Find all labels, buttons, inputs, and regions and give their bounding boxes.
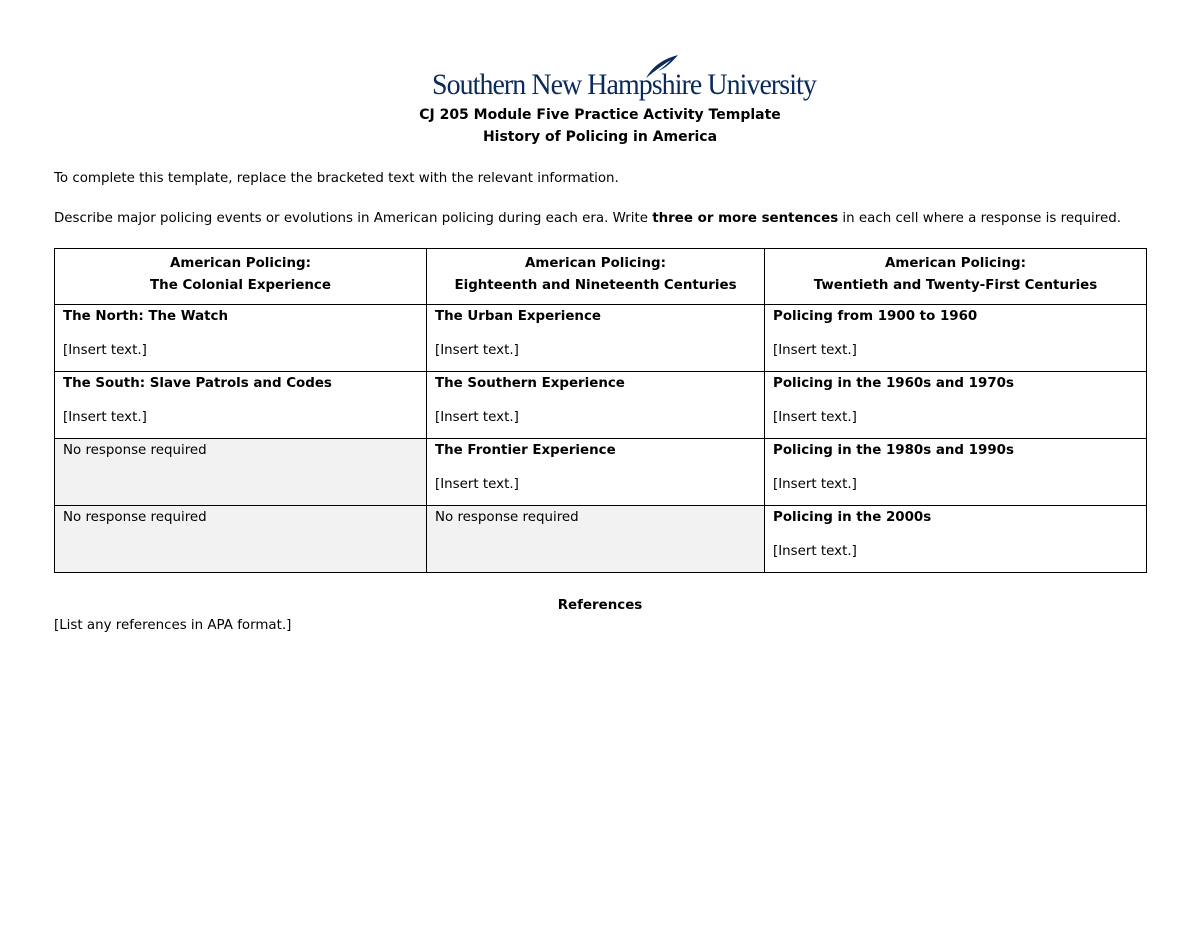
column-header-line: American Policing:: [170, 256, 311, 271]
table-row: [55, 439, 1147, 506]
university-logo: [432, 54, 816, 106]
cell-heading: Policing in the 1960s and 1970s: [773, 376, 1014, 391]
cell-heading: The Urban Experience: [435, 309, 601, 324]
table-cell[interactable]: [427, 439, 765, 506]
instruction-line-2: [54, 211, 1121, 226]
table-cell-no-response: [55, 439, 427, 506]
table-cell[interactable]: [765, 439, 1147, 506]
column-header-era: Eighteenth and Nineteenth Centuries: [454, 278, 737, 293]
page-subtitle: History of Policing in America: [482, 129, 718, 145]
cell-heading: The North: The Watch: [63, 309, 228, 324]
cell-heading: The South: Slave Patrols and Codes: [63, 376, 332, 391]
instruction-line-1: To complete this template, replace the bracketed text with the relevant information.: [54, 171, 619, 186]
cell-placeholder[interactable]: [Insert text.]: [63, 410, 147, 425]
references-heading: References: [557, 598, 643, 613]
cell-placeholder[interactable]: [Insert text.]: [435, 410, 519, 425]
table-cell[interactable]: [427, 372, 765, 439]
cell-heading: Policing from 1900 to 1960: [773, 309, 978, 324]
cell-heading: The Southern Experience: [435, 376, 625, 391]
references-placeholder[interactable]: [List any references in APA format.]: [54, 618, 292, 633]
column-header-18th-19th: [427, 249, 765, 305]
column-header-line: American Policing:: [885, 256, 1026, 271]
cell-placeholder[interactable]: [Insert text.]: [435, 477, 519, 492]
column-header-20th-21st: [765, 249, 1147, 305]
page-title: CJ 205 Module Five Practice Activity Template: [419, 107, 781, 123]
column-header-era: The Colonial Experience: [150, 278, 331, 293]
table-cell[interactable]: [427, 305, 765, 372]
cell-heading: The Frontier Experience: [435, 443, 616, 458]
table-cell-no-response: [427, 506, 765, 573]
column-header-era: Twentieth and Twenty-First Centuries: [813, 278, 1098, 293]
column-header-colonial: [55, 249, 427, 305]
table-row: [55, 305, 1147, 372]
cell-heading: Policing in the 2000s: [773, 510, 932, 525]
column-header-line: American Policing:: [525, 256, 666, 271]
instruction-line-2-start: Describe major policing events or evolutions in American policing during each era. Write: [54, 211, 653, 226]
no-response-label: No response required: [435, 510, 579, 525]
no-response-label: No response required: [63, 510, 207, 525]
cell-placeholder[interactable]: [Insert text.]: [773, 477, 857, 492]
cell-placeholder[interactable]: [Insert text.]: [773, 343, 857, 358]
cell-heading: Policing in the 1980s and 1990s: [773, 443, 1014, 458]
table-cell-no-response: [55, 506, 427, 573]
no-response-label: No response required: [63, 443, 207, 458]
policing-history-table: [54, 248, 1147, 573]
table-header-row: [55, 249, 1147, 305]
instruction-line-2-bold: three or more sentences: [652, 211, 839, 226]
cell-placeholder[interactable]: [Insert text.]: [773, 410, 857, 425]
table-cell[interactable]: [765, 506, 1147, 573]
cell-placeholder[interactable]: [Insert text.]: [435, 343, 519, 358]
logo-wordmark: Southern New Hampshire University: [432, 68, 816, 101]
table-cell[interactable]: [765, 372, 1147, 439]
instruction-line-2-end: in each cell where a response is required.: [838, 211, 1121, 226]
table-cell[interactable]: [765, 305, 1147, 372]
table-row: [55, 506, 1147, 573]
cell-placeholder[interactable]: [Insert text.]: [773, 544, 857, 559]
cell-placeholder[interactable]: [Insert text.]: [63, 343, 147, 358]
table-cell[interactable]: [55, 305, 427, 372]
quill-icon: [644, 54, 680, 80]
table-cell[interactable]: [55, 372, 427, 439]
table-row: [55, 372, 1147, 439]
